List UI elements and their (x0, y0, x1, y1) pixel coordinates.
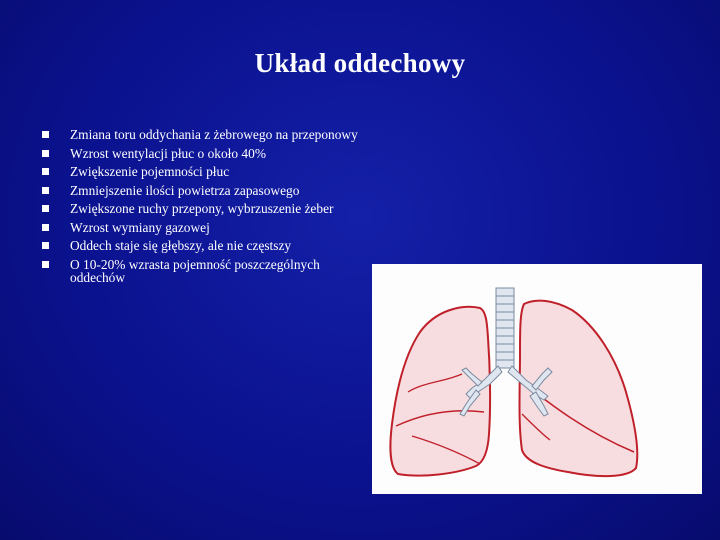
bullet-item (42, 147, 362, 161)
square-bullet-icon (42, 168, 49, 175)
bullet-text: Zwiększone ruchy przepony, wybrzuszenie żeber (70, 201, 334, 216)
bullet-item (42, 128, 362, 142)
bullet-item (42, 258, 362, 285)
trachea (496, 288, 514, 368)
lungs-illustration (372, 264, 702, 494)
bullet-item (42, 165, 362, 179)
square-bullet-icon (42, 205, 49, 212)
bullet-item (42, 239, 362, 253)
bullet-text: Zmiana toru oddychania z żebrowego na przeponowy (70, 127, 358, 142)
square-bullet-icon (42, 242, 49, 249)
bullet-text: Wzrost wentylacji płuc o około 40% (70, 145, 266, 161)
lungs-image (372, 264, 702, 494)
square-bullet-icon (42, 224, 49, 231)
square-bullet-icon (42, 187, 49, 194)
bullet-text: Wzrost wymiany gazowej (70, 219, 210, 235)
bullet-text: Zmniejszenie ilości powietrza zapasowego (70, 182, 300, 198)
bullet-text: Oddech staje się głębszy, ale nie częstszy (70, 238, 292, 253)
bullet-item (42, 184, 362, 198)
square-bullet-icon (42, 150, 49, 157)
square-bullet-icon (42, 261, 49, 268)
bullet-text: Zwiększenie pojemności płuc (70, 164, 230, 179)
bullet-item (42, 202, 362, 216)
bullet-item (42, 221, 362, 235)
slide-title: Układ oddechowy (254, 48, 466, 78)
square-bullet-icon (42, 131, 49, 138)
bullet-text: O 10-20% wzrasta pojemność poszczególnych oddechów (70, 256, 320, 285)
bullet-list (42, 128, 362, 290)
